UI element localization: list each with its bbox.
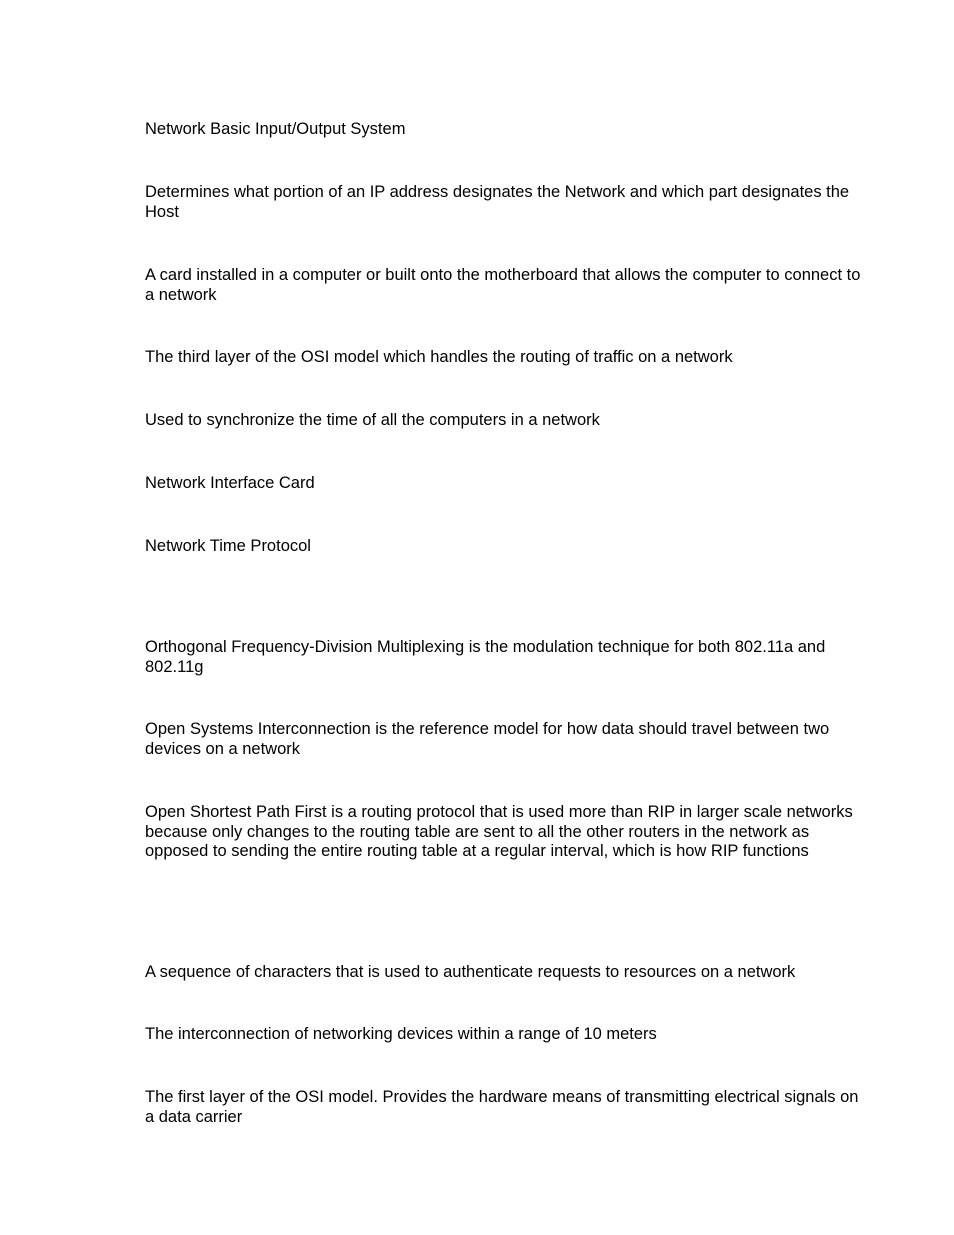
definition-network-card: A card installed in a computer or built onto the motherboard that allows the computer to connect to a network <box>145 266 861 304</box>
definition-ospf: Open Shortest Path First is a routing protocol that is used more than RIP in larger scale networks because only changes to the routing table are sent to all the other routers in the network as opposed to sending the entire routing table at a regular interval, which is how RIP functions <box>145 803 853 861</box>
definition-pan: The interconnection of networking devices within a range of 10 meters <box>145 1025 657 1043</box>
definition-physical-layer: The first layer of the OSI model. Provides the hardware means of transmitting electrical signals on a data carrier <box>145 1088 859 1126</box>
definition-osi: Open Systems Interconnection is the reference model for how data should travel between two devices on a network <box>145 720 830 758</box>
definition-netbios: Network Basic Input/Output System <box>145 120 406 138</box>
definition-ofdm: Orthogonal Frequency-Division Multiplexing is the modulation technique for both 802.11a and 802.11g <box>145 638 826 676</box>
definition-subnet-mask: Determines what portion of an IP address designates the Network and which part designates the Host <box>145 183 850 221</box>
definition-network-layer: The third layer of the OSI model which handles the routing of traffic on a network <box>145 348 733 366</box>
definition-time-sync: Used to synchronize the time of all the computers in a network <box>145 411 600 429</box>
definition-password: A sequence of characters that is used to authenticate requests to resources on a network <box>145 963 796 981</box>
definition-nic: Network Interface Card <box>145 474 315 492</box>
definition-ntp: Network Time Protocol <box>145 537 311 555</box>
